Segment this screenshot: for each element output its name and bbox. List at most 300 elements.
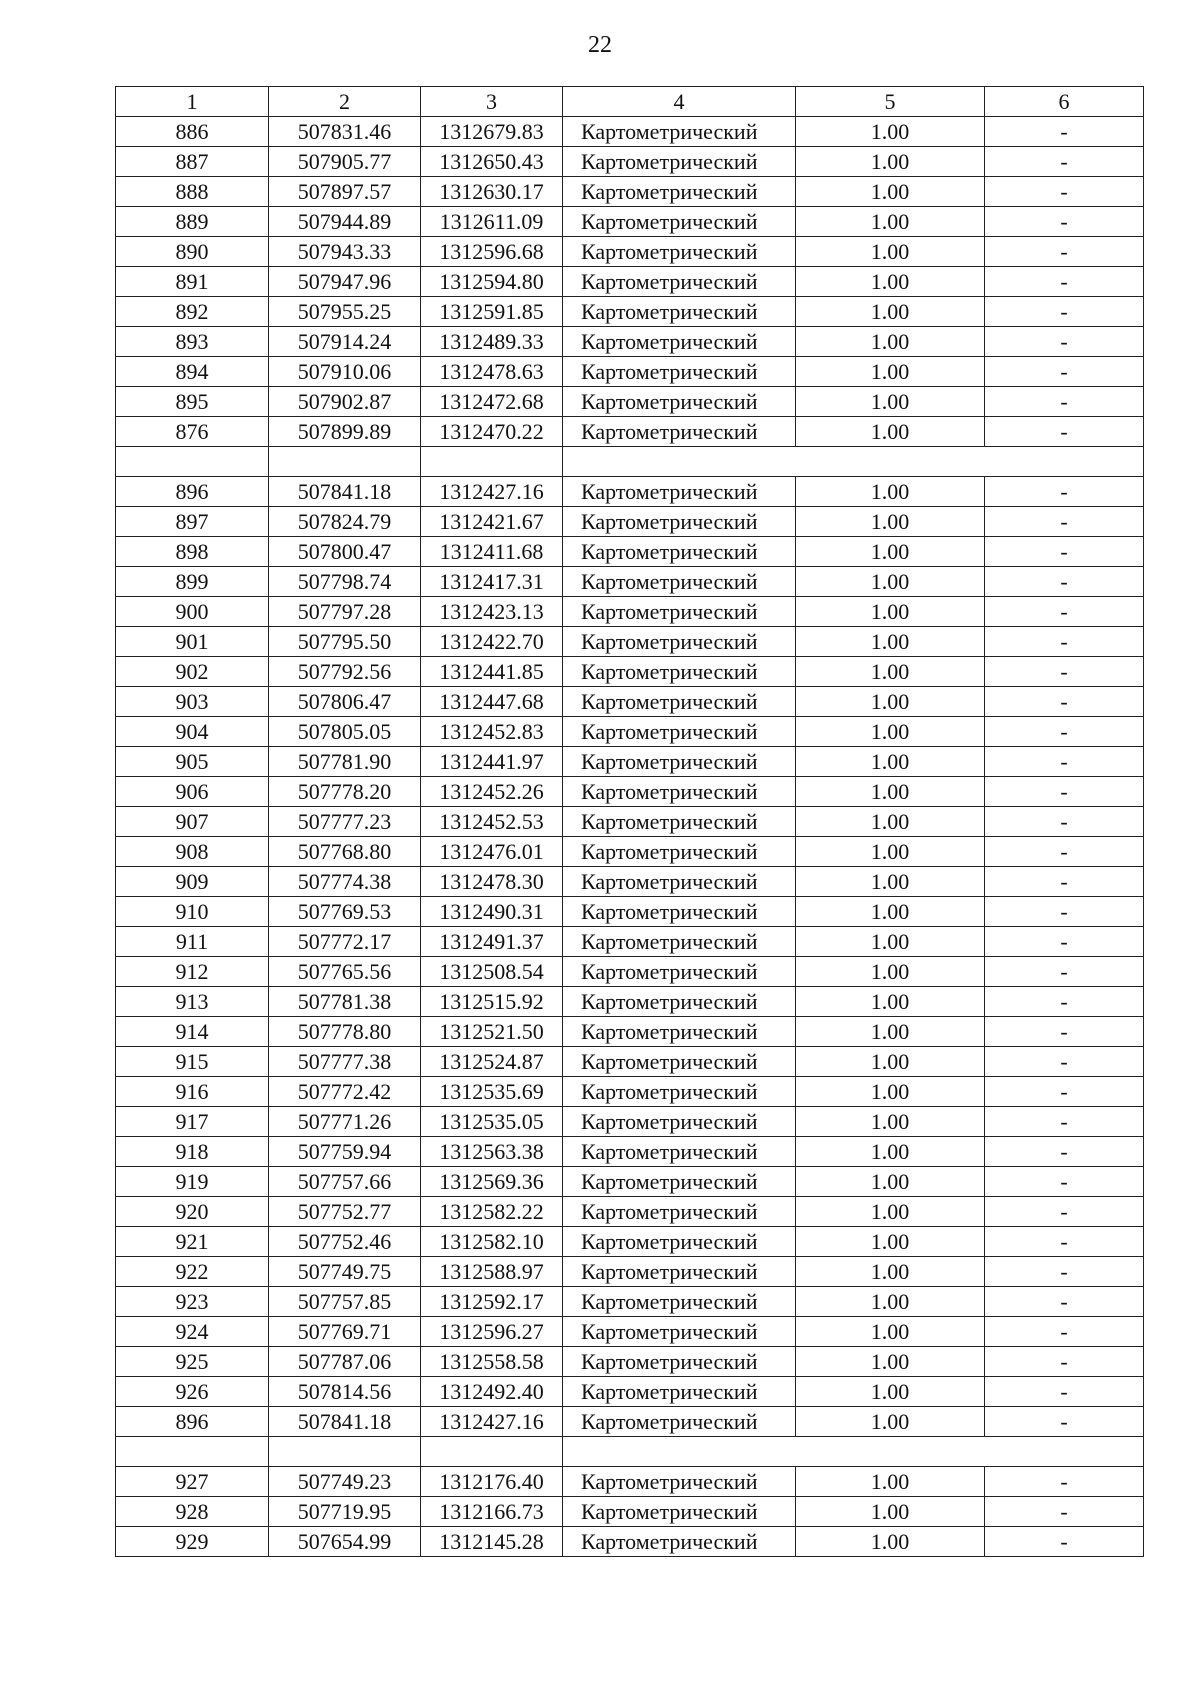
table-row bbox=[116, 807, 1144, 837]
table-row bbox=[116, 747, 1144, 777]
y-coordinate-cell: 1312478.63 bbox=[421, 357, 563, 387]
method-cell: Картометрический bbox=[563, 507, 796, 537]
accuracy-cell: 1.00 bbox=[796, 1107, 985, 1137]
accuracy-cell: 1.00 bbox=[796, 867, 985, 897]
table-row bbox=[116, 177, 1144, 207]
y-coordinate-cell: 1312596.27 bbox=[421, 1317, 563, 1347]
column-header: 1 bbox=[116, 87, 269, 117]
x-coordinate-cell: 507814.56 bbox=[269, 1377, 421, 1407]
x-coordinate-cell: 507765.56 bbox=[269, 957, 421, 987]
y-coordinate-cell: 1312452.53 bbox=[421, 807, 563, 837]
note-cell: - bbox=[985, 297, 1144, 327]
method-cell: Картометрический bbox=[563, 717, 796, 747]
point-number-cell: 910 bbox=[116, 897, 269, 927]
note-cell: - bbox=[985, 717, 1144, 747]
note-cell: - bbox=[985, 1017, 1144, 1047]
accuracy-cell: 1.00 bbox=[796, 1407, 985, 1437]
y-coordinate-cell: 1312176.40 bbox=[421, 1467, 563, 1497]
accuracy-cell: 1.00 bbox=[796, 507, 985, 537]
accuracy-cell: 1.00 bbox=[796, 1467, 985, 1497]
accuracy-cell: 1.00 bbox=[796, 987, 985, 1017]
y-coordinate-cell: 1312441.97 bbox=[421, 747, 563, 777]
y-coordinate-cell: 1312478.30 bbox=[421, 867, 563, 897]
accuracy-cell: 1.00 bbox=[796, 1287, 985, 1317]
accuracy-cell: 1.00 bbox=[796, 777, 985, 807]
table-header-row bbox=[116, 87, 1144, 117]
column-header: 3 bbox=[421, 87, 563, 117]
table-row bbox=[116, 207, 1144, 237]
y-coordinate-cell: 1312166.73 bbox=[421, 1497, 563, 1527]
method-cell: Картометрический bbox=[563, 657, 796, 687]
y-coordinate-cell: 1312508.54 bbox=[421, 957, 563, 987]
table-row bbox=[116, 1137, 1144, 1167]
accuracy-cell: 1.00 bbox=[796, 1527, 985, 1557]
y-coordinate-cell: 1312421.67 bbox=[421, 507, 563, 537]
accuracy-cell: 1.00 bbox=[796, 1047, 985, 1077]
point-number-cell: 896 bbox=[116, 1407, 269, 1437]
point-number-cell: 894 bbox=[116, 357, 269, 387]
accuracy-cell: 1.00 bbox=[796, 477, 985, 507]
accuracy-cell: 1.00 bbox=[796, 807, 985, 837]
method-cell: Картометрический bbox=[563, 537, 796, 567]
table-row bbox=[116, 987, 1144, 1017]
point-number-cell: 920 bbox=[116, 1197, 269, 1227]
table-row bbox=[116, 897, 1144, 927]
method-cell: Картометрический bbox=[563, 1407, 796, 1437]
note-cell: - bbox=[985, 1497, 1144, 1527]
accuracy-cell: 1.00 bbox=[796, 1377, 985, 1407]
accuracy-cell: 1.00 bbox=[796, 567, 985, 597]
method-cell: Картометрический bbox=[563, 987, 796, 1017]
point-number-cell: 916 bbox=[116, 1077, 269, 1107]
note-cell: - bbox=[985, 1257, 1144, 1287]
point-number-cell: 906 bbox=[116, 777, 269, 807]
point-number-cell: 929 bbox=[116, 1527, 269, 1557]
note-cell: - bbox=[985, 1227, 1144, 1257]
point-number-cell: 925 bbox=[116, 1347, 269, 1377]
method-cell: Картометрический bbox=[563, 147, 796, 177]
accuracy-cell: 1.00 bbox=[796, 657, 985, 687]
point-number-cell: 928 bbox=[116, 1497, 269, 1527]
method-cell: Картометрический bbox=[563, 747, 796, 777]
point-number-cell: 911 bbox=[116, 927, 269, 957]
accuracy-cell: 1.00 bbox=[796, 1317, 985, 1347]
note-cell: - bbox=[985, 477, 1144, 507]
point-number-cell: 923 bbox=[116, 1287, 269, 1317]
accuracy-cell: 1.00 bbox=[796, 747, 985, 777]
y-coordinate-cell: 1312489.33 bbox=[421, 327, 563, 357]
x-coordinate-cell: 507792.56 bbox=[269, 657, 421, 687]
accuracy-cell: 1.00 bbox=[796, 687, 985, 717]
y-coordinate-cell: 1312521.50 bbox=[421, 1017, 563, 1047]
accuracy-cell: 1.00 bbox=[796, 1197, 985, 1227]
table-row bbox=[116, 837, 1144, 867]
x-coordinate-cell: 507757.85 bbox=[269, 1287, 421, 1317]
table-row bbox=[116, 507, 1144, 537]
y-coordinate-cell: 1312563.38 bbox=[421, 1137, 563, 1167]
x-coordinate-cell: 507768.80 bbox=[269, 837, 421, 867]
note-cell: - bbox=[985, 1137, 1144, 1167]
note-cell: - bbox=[985, 1197, 1144, 1227]
method-cell: Картометрический bbox=[563, 1107, 796, 1137]
note-cell: - bbox=[985, 777, 1144, 807]
accuracy-cell: 1.00 bbox=[796, 1227, 985, 1257]
table-row bbox=[116, 1257, 1144, 1287]
y-coordinate-cell: 1312472.68 bbox=[421, 387, 563, 417]
point-number-cell: 921 bbox=[116, 1227, 269, 1257]
y-coordinate-cell: 1312630.17 bbox=[421, 177, 563, 207]
accuracy-cell: 1.00 bbox=[796, 897, 985, 927]
x-coordinate-cell: 507798.74 bbox=[269, 567, 421, 597]
point-number-cell: 901 bbox=[116, 627, 269, 657]
point-number-cell: 914 bbox=[116, 1017, 269, 1047]
method-cell: Картометрический bbox=[563, 927, 796, 957]
x-coordinate-cell: 507752.46 bbox=[269, 1227, 421, 1257]
x-coordinate-cell: 507719.95 bbox=[269, 1497, 421, 1527]
table-row bbox=[116, 1527, 1144, 1557]
point-number-cell: 904 bbox=[116, 717, 269, 747]
note-cell: - bbox=[985, 387, 1144, 417]
note-cell: - bbox=[985, 1167, 1144, 1197]
point-number-cell: 915 bbox=[116, 1047, 269, 1077]
method-cell: Картометрический bbox=[563, 357, 796, 387]
note-cell: - bbox=[985, 537, 1144, 567]
y-coordinate-cell: 1312427.16 bbox=[421, 1407, 563, 1437]
accuracy-cell: 1.00 bbox=[796, 267, 985, 297]
method-cell: Картометрический bbox=[563, 1377, 796, 1407]
x-coordinate-cell: 507806.47 bbox=[269, 687, 421, 717]
method-cell: Картометрический bbox=[563, 1227, 796, 1257]
point-number-cell: 893 bbox=[116, 327, 269, 357]
y-coordinate-cell: 1312411.68 bbox=[421, 537, 563, 567]
note-cell: - bbox=[985, 987, 1144, 1017]
point-number-cell: 918 bbox=[116, 1137, 269, 1167]
table-row bbox=[116, 477, 1144, 507]
note-cell: - bbox=[985, 837, 1144, 867]
accuracy-cell: 1.00 bbox=[796, 957, 985, 987]
x-coordinate-cell: 507902.87 bbox=[269, 387, 421, 417]
note-cell: - bbox=[985, 507, 1144, 537]
y-coordinate-cell: 1312524.87 bbox=[421, 1047, 563, 1077]
y-coordinate-cell: 1312470.22 bbox=[421, 417, 563, 447]
accuracy-cell: 1.00 bbox=[796, 1137, 985, 1167]
point-number-cell: 917 bbox=[116, 1107, 269, 1137]
point-number-cell: 903 bbox=[116, 687, 269, 717]
x-coordinate-cell: 507841.18 bbox=[269, 1407, 421, 1437]
method-cell: Картометрический bbox=[563, 1077, 796, 1107]
method-cell: Картометрический bbox=[563, 957, 796, 987]
note-cell: - bbox=[985, 597, 1144, 627]
method-cell: Картометрический bbox=[563, 1047, 796, 1077]
method-cell: Картометрический bbox=[563, 297, 796, 327]
note-cell: - bbox=[985, 417, 1144, 447]
table-row bbox=[116, 1377, 1144, 1407]
table-row bbox=[116, 717, 1144, 747]
accuracy-cell: 1.00 bbox=[796, 387, 985, 417]
table-row bbox=[116, 387, 1144, 417]
method-cell: Картометрический bbox=[563, 597, 796, 627]
note-cell: - bbox=[985, 687, 1144, 717]
table-separator-row bbox=[116, 1437, 1144, 1467]
table-row bbox=[116, 1497, 1144, 1527]
coordinates-table bbox=[115, 86, 1144, 1557]
point-number-cell: 876 bbox=[116, 417, 269, 447]
x-coordinate-cell: 507777.23 bbox=[269, 807, 421, 837]
note-cell: - bbox=[985, 867, 1144, 897]
note-cell: - bbox=[985, 147, 1144, 177]
accuracy-cell: 1.00 bbox=[796, 1497, 985, 1527]
y-coordinate-cell: 1312515.92 bbox=[421, 987, 563, 1017]
x-coordinate-cell: 507787.06 bbox=[269, 1347, 421, 1377]
point-number-cell: 905 bbox=[116, 747, 269, 777]
point-number-cell: 919 bbox=[116, 1167, 269, 1197]
method-cell: Картометрический bbox=[563, 327, 796, 357]
method-cell: Картометрический bbox=[563, 567, 796, 597]
method-cell: Картометрический bbox=[563, 477, 796, 507]
table-row bbox=[116, 1287, 1144, 1317]
x-coordinate-cell: 507778.80 bbox=[269, 1017, 421, 1047]
table-row bbox=[116, 1077, 1144, 1107]
x-coordinate-cell: 507774.38 bbox=[269, 867, 421, 897]
y-coordinate-cell: 1312594.80 bbox=[421, 267, 563, 297]
note-cell: - bbox=[985, 567, 1144, 597]
table-row bbox=[116, 1167, 1144, 1197]
x-coordinate-cell: 507771.26 bbox=[269, 1107, 421, 1137]
method-cell: Картометрический bbox=[563, 837, 796, 867]
point-number-cell: 891 bbox=[116, 267, 269, 297]
table-row bbox=[116, 1317, 1144, 1347]
x-coordinate-cell: 507831.46 bbox=[269, 117, 421, 147]
note-cell: - bbox=[985, 657, 1144, 687]
note-cell: - bbox=[985, 177, 1144, 207]
y-coordinate-cell: 1312441.85 bbox=[421, 657, 563, 687]
method-cell: Картометрический bbox=[563, 177, 796, 207]
point-number-cell: 926 bbox=[116, 1377, 269, 1407]
table-row bbox=[116, 1197, 1144, 1227]
y-coordinate-cell: 1312452.26 bbox=[421, 777, 563, 807]
method-cell: Картометрический bbox=[563, 1017, 796, 1047]
note-cell: - bbox=[985, 627, 1144, 657]
y-coordinate-cell: 1312145.28 bbox=[421, 1527, 563, 1557]
method-cell: Картометрический bbox=[563, 1317, 796, 1347]
y-coordinate-cell: 1312535.69 bbox=[421, 1077, 563, 1107]
table-row bbox=[116, 627, 1144, 657]
method-cell: Картометрический bbox=[563, 117, 796, 147]
note-cell: - bbox=[985, 1077, 1144, 1107]
accuracy-cell: 1.00 bbox=[796, 147, 985, 177]
note-cell: - bbox=[985, 327, 1144, 357]
method-cell: Картометрический bbox=[563, 387, 796, 417]
note-cell: - bbox=[985, 1407, 1144, 1437]
point-number-cell: 902 bbox=[116, 657, 269, 687]
x-coordinate-cell: 507749.23 bbox=[269, 1467, 421, 1497]
method-cell: Картометрический bbox=[563, 897, 796, 927]
note-cell: - bbox=[985, 1467, 1144, 1497]
x-coordinate-cell: 507805.05 bbox=[269, 717, 421, 747]
y-coordinate-cell: 1312679.83 bbox=[421, 117, 563, 147]
note-cell: - bbox=[985, 1527, 1144, 1557]
accuracy-cell: 1.00 bbox=[796, 1077, 985, 1107]
table-row bbox=[116, 117, 1144, 147]
accuracy-cell: 1.00 bbox=[796, 1017, 985, 1047]
y-coordinate-cell: 1312588.97 bbox=[421, 1257, 563, 1287]
empty-cell bbox=[421, 447, 563, 477]
method-cell: Картометрический bbox=[563, 1257, 796, 1287]
point-number-cell: 913 bbox=[116, 987, 269, 1017]
point-number-cell: 908 bbox=[116, 837, 269, 867]
table-row bbox=[116, 1017, 1144, 1047]
note-cell: - bbox=[985, 207, 1144, 237]
x-coordinate-cell: 507897.57 bbox=[269, 177, 421, 207]
y-coordinate-cell: 1312582.10 bbox=[421, 1227, 563, 1257]
point-number-cell: 899 bbox=[116, 567, 269, 597]
accuracy-cell: 1.00 bbox=[796, 1167, 985, 1197]
y-coordinate-cell: 1312535.05 bbox=[421, 1107, 563, 1137]
point-number-cell: 892 bbox=[116, 297, 269, 327]
accuracy-cell: 1.00 bbox=[796, 357, 985, 387]
x-coordinate-cell: 507778.20 bbox=[269, 777, 421, 807]
method-cell: Картометрический bbox=[563, 1527, 796, 1557]
method-cell: Картометрический bbox=[563, 207, 796, 237]
y-coordinate-cell: 1312591.85 bbox=[421, 297, 563, 327]
y-coordinate-cell: 1312423.13 bbox=[421, 597, 563, 627]
empty-cell bbox=[563, 447, 1144, 477]
note-cell: - bbox=[985, 237, 1144, 267]
y-coordinate-cell: 1312452.83 bbox=[421, 717, 563, 747]
x-coordinate-cell: 507781.90 bbox=[269, 747, 421, 777]
point-number-cell: 912 bbox=[116, 957, 269, 987]
table-row bbox=[116, 147, 1144, 177]
accuracy-cell: 1.00 bbox=[796, 327, 985, 357]
column-header: 4 bbox=[563, 87, 796, 117]
table-row bbox=[116, 1227, 1144, 1257]
table-row bbox=[116, 1347, 1144, 1377]
x-coordinate-cell: 507910.06 bbox=[269, 357, 421, 387]
point-number-cell: 898 bbox=[116, 537, 269, 567]
x-coordinate-cell: 507772.42 bbox=[269, 1077, 421, 1107]
y-coordinate-cell: 1312650.43 bbox=[421, 147, 563, 177]
table-row bbox=[116, 417, 1144, 447]
x-coordinate-cell: 507841.18 bbox=[269, 477, 421, 507]
y-coordinate-cell: 1312582.22 bbox=[421, 1197, 563, 1227]
empty-cell bbox=[116, 447, 269, 477]
empty-cell bbox=[269, 447, 421, 477]
table-row bbox=[116, 927, 1144, 957]
table-row bbox=[116, 657, 1144, 687]
table-body bbox=[116, 117, 1144, 1557]
note-cell: - bbox=[985, 897, 1144, 927]
accuracy-cell: 1.00 bbox=[796, 417, 985, 447]
x-coordinate-cell: 507654.99 bbox=[269, 1527, 421, 1557]
table-row bbox=[116, 1107, 1144, 1137]
method-cell: Картометрический bbox=[563, 867, 796, 897]
note-cell: - bbox=[985, 1287, 1144, 1317]
note-cell: - bbox=[985, 747, 1144, 777]
point-number-cell: 924 bbox=[116, 1317, 269, 1347]
y-coordinate-cell: 1312592.17 bbox=[421, 1287, 563, 1317]
table-row bbox=[116, 237, 1144, 267]
table-row bbox=[116, 1467, 1144, 1497]
x-coordinate-cell: 507955.25 bbox=[269, 297, 421, 327]
method-cell: Картометрический bbox=[563, 807, 796, 837]
table-row bbox=[116, 327, 1144, 357]
method-cell: Картометрический bbox=[563, 1497, 796, 1527]
accuracy-cell: 1.00 bbox=[796, 237, 985, 267]
y-coordinate-cell: 1312558.58 bbox=[421, 1347, 563, 1377]
table-row bbox=[116, 297, 1144, 327]
column-header: 5 bbox=[796, 87, 985, 117]
table-row bbox=[116, 957, 1144, 987]
method-cell: Картометрический bbox=[563, 1197, 796, 1227]
point-number-cell: 896 bbox=[116, 477, 269, 507]
page-number: 22 bbox=[588, 32, 612, 58]
accuracy-cell: 1.00 bbox=[796, 927, 985, 957]
point-number-cell: 886 bbox=[116, 117, 269, 147]
table-row bbox=[116, 1047, 1144, 1077]
point-number-cell: 889 bbox=[116, 207, 269, 237]
point-number-cell: 890 bbox=[116, 237, 269, 267]
x-coordinate-cell: 507781.38 bbox=[269, 987, 421, 1017]
x-coordinate-cell: 507899.89 bbox=[269, 417, 421, 447]
method-cell: Картометрический bbox=[563, 627, 796, 657]
point-number-cell: 895 bbox=[116, 387, 269, 417]
y-coordinate-cell: 1312491.37 bbox=[421, 927, 563, 957]
note-cell: - bbox=[985, 267, 1144, 297]
table-separator-row bbox=[116, 447, 1144, 477]
column-header: 2 bbox=[269, 87, 421, 117]
point-number-cell: 907 bbox=[116, 807, 269, 837]
point-number-cell: 927 bbox=[116, 1467, 269, 1497]
x-coordinate-cell: 507769.71 bbox=[269, 1317, 421, 1347]
accuracy-cell: 1.00 bbox=[796, 717, 985, 747]
method-cell: Картометрический bbox=[563, 417, 796, 447]
note-cell: - bbox=[985, 957, 1144, 987]
method-cell: Картометрический bbox=[563, 1137, 796, 1167]
y-coordinate-cell: 1312490.31 bbox=[421, 897, 563, 927]
accuracy-cell: 1.00 bbox=[796, 117, 985, 147]
table-row bbox=[116, 357, 1144, 387]
x-coordinate-cell: 507905.77 bbox=[269, 147, 421, 177]
accuracy-cell: 1.00 bbox=[796, 1257, 985, 1287]
method-cell: Картометрический bbox=[563, 267, 796, 297]
x-coordinate-cell: 507759.94 bbox=[269, 1137, 421, 1167]
table-row bbox=[116, 567, 1144, 597]
method-cell: Картометрический bbox=[563, 237, 796, 267]
note-cell: - bbox=[985, 1107, 1144, 1137]
x-coordinate-cell: 507824.79 bbox=[269, 507, 421, 537]
x-coordinate-cell: 507769.53 bbox=[269, 897, 421, 927]
x-coordinate-cell: 507772.17 bbox=[269, 927, 421, 957]
x-coordinate-cell: 507777.38 bbox=[269, 1047, 421, 1077]
table-row bbox=[116, 537, 1144, 567]
x-coordinate-cell: 507944.89 bbox=[269, 207, 421, 237]
y-coordinate-cell: 1312611.09 bbox=[421, 207, 563, 237]
table-row bbox=[116, 267, 1144, 297]
accuracy-cell: 1.00 bbox=[796, 297, 985, 327]
column-header: 6 bbox=[985, 87, 1144, 117]
y-coordinate-cell: 1312569.36 bbox=[421, 1167, 563, 1197]
y-coordinate-cell: 1312422.70 bbox=[421, 627, 563, 657]
accuracy-cell: 1.00 bbox=[796, 207, 985, 237]
method-cell: Картометрический bbox=[563, 1467, 796, 1497]
table-row bbox=[116, 597, 1144, 627]
accuracy-cell: 1.00 bbox=[796, 597, 985, 627]
accuracy-cell: 1.00 bbox=[796, 177, 985, 207]
y-coordinate-cell: 1312596.68 bbox=[421, 237, 563, 267]
y-coordinate-cell: 1312427.16 bbox=[421, 477, 563, 507]
y-coordinate-cell: 1312417.31 bbox=[421, 567, 563, 597]
note-cell: - bbox=[985, 1317, 1144, 1347]
